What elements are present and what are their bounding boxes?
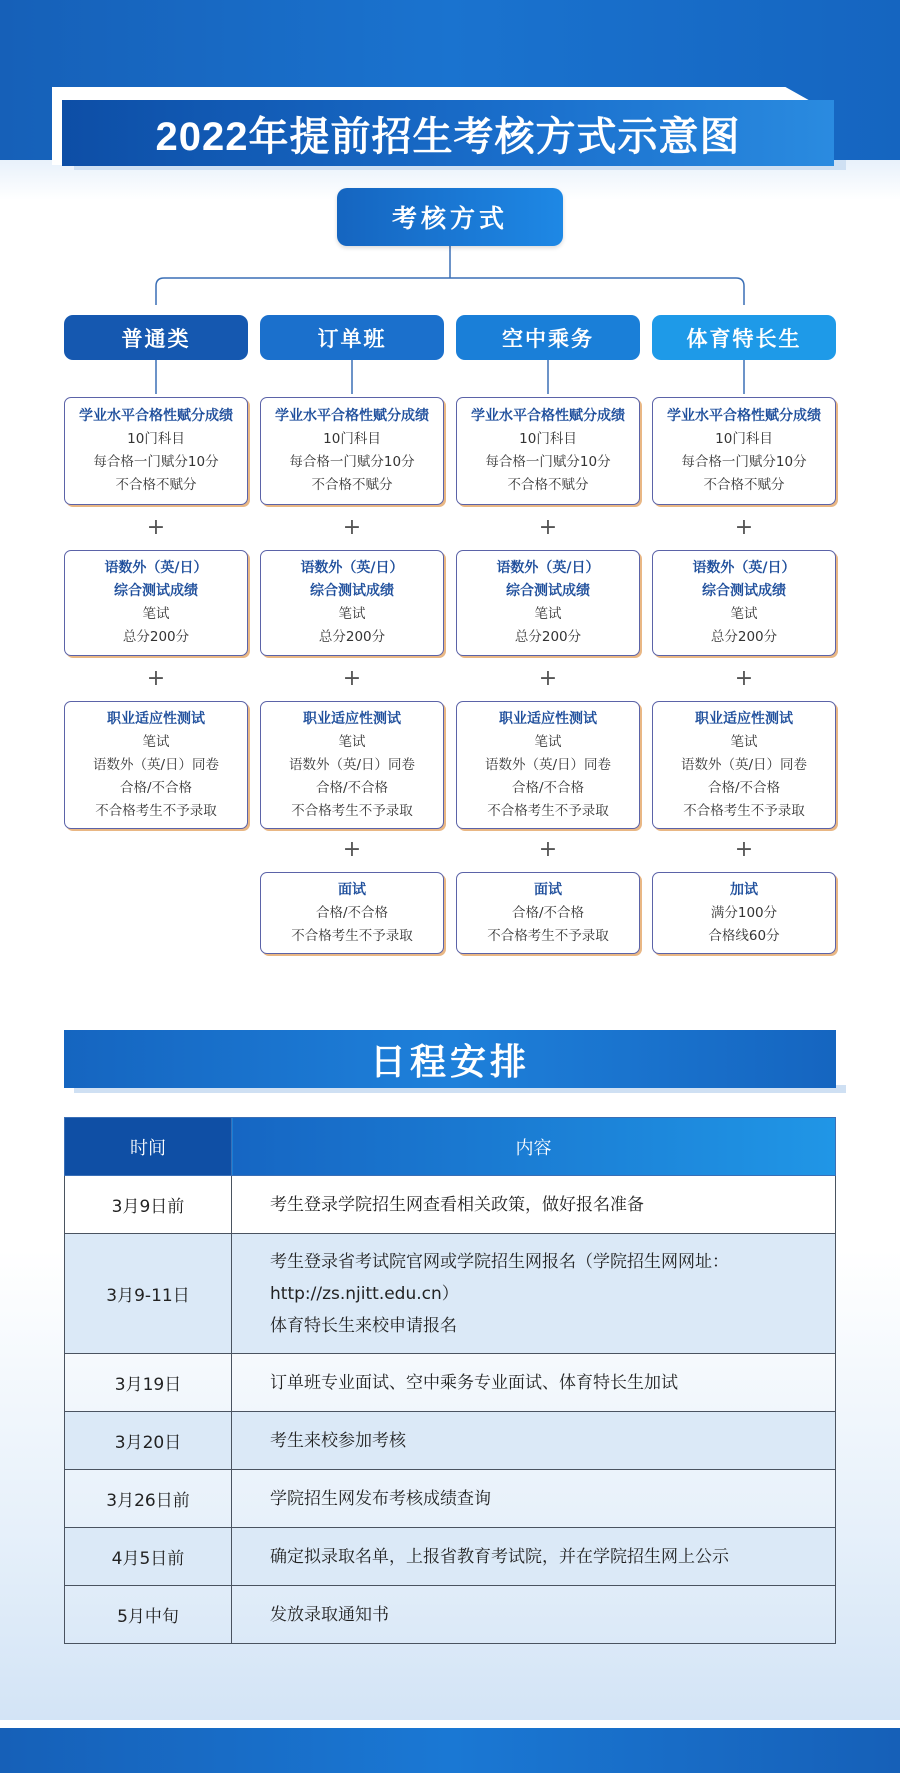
plus-sign: + (734, 515, 754, 540)
box-line: 语数外（英/日）同卷 (484, 756, 612, 773)
category-header-general: 普通类 (64, 315, 248, 360)
box-line: 语数外（英/日）同卷 (288, 756, 416, 773)
cell-time: 3月9日前 (65, 1176, 232, 1234)
box-line: 10门科目 (323, 431, 381, 447)
box-title: 学业水平合格性赋分成绩 (275, 408, 429, 424)
cell-content: 学院招生网发布考核成绩查询 (232, 1470, 836, 1528)
plus-sign: + (538, 837, 558, 862)
box-line: 合格/不合格 (707, 779, 781, 796)
score-box-comprehensive (260, 550, 444, 656)
box-line: 每合格一门赋分10分 (681, 454, 807, 470)
box-title: 职业适应性测试 (107, 710, 205, 727)
plus-sign: + (146, 666, 166, 691)
box-line: 10门科目 (519, 431, 577, 447)
score-box-interview (260, 872, 444, 954)
box-line: 总分200分 (122, 629, 190, 645)
cell-time: 3月9-11日 (65, 1234, 232, 1354)
box-line: 合格/不合格 (315, 779, 389, 796)
cell-time: 3月19日 (65, 1354, 232, 1412)
box-title: 面试 (534, 881, 562, 898)
table-row (65, 1176, 836, 1234)
score-box-vocational (260, 701, 444, 829)
box-line: 不合格考生不予录取 (487, 802, 609, 819)
box-line: 不合格不赋分 (115, 477, 197, 493)
box-line: 笔试 (142, 733, 170, 750)
box-title: 综合测试成绩 (310, 583, 394, 599)
plus-sign: + (342, 837, 362, 862)
box-line: 10门科目 (127, 431, 185, 447)
schedule-title: 日程安排 (369, 1041, 530, 1083)
plus-sign: + (538, 515, 558, 540)
box-title: 学业水平合格性赋分成绩 (79, 408, 233, 424)
box-line: 笔试 (338, 733, 366, 750)
box-title: 综合测试成绩 (506, 583, 590, 599)
box-title: 语数外（英/日） (104, 560, 208, 576)
box-line: 满分100分 (710, 904, 778, 921)
box-line: 总分200分 (514, 629, 582, 645)
box-title: 职业适应性测试 (499, 710, 597, 727)
box-line: 合格线60分 (708, 927, 780, 944)
box-line: 总分200分 (710, 629, 778, 645)
cell-time: 5月中旬 (65, 1586, 232, 1644)
box-title: 综合测试成绩 (702, 583, 786, 599)
plus-sign: + (734, 666, 754, 691)
table-row (65, 1586, 836, 1644)
score-box-academic (64, 397, 248, 505)
plus-sign: + (146, 515, 166, 540)
box-line: 笔试 (534, 606, 562, 622)
cell-content: 考生来校参加考核 (232, 1412, 836, 1470)
cell-content: 考生登录学院招生网查看相关政策，做好报名准备 (232, 1176, 836, 1234)
box-line: 不合格考生不予录取 (487, 927, 609, 944)
box-line: 10门科目 (715, 431, 773, 447)
cell-content (232, 1234, 836, 1354)
schedule-table (64, 1117, 836, 1644)
box-line: 不合格考生不予录取 (95, 802, 217, 819)
table-row (65, 1354, 836, 1412)
box-line: 不合格考生不予录取 (683, 802, 805, 819)
box-title: 语数外（英/日） (692, 560, 796, 576)
box-line: 合格/不合格 (511, 779, 585, 796)
box-title: 面试 (338, 881, 366, 898)
box-line: 笔试 (338, 606, 366, 622)
cell-time: 3月26日前 (65, 1470, 232, 1528)
box-title: 职业适应性测试 (303, 710, 401, 727)
box-line: 合格/不合格 (511, 904, 585, 921)
box-line: 笔试 (534, 733, 562, 750)
plus-sign: + (734, 837, 754, 862)
box-line: 语数外（英/日）同卷 (92, 756, 220, 773)
score-box-vocational (64, 701, 248, 829)
score-box-extra-test (652, 872, 836, 954)
box-title: 职业适应性测试 (695, 710, 793, 727)
column-header-content: 内容 (232, 1118, 836, 1176)
box-line: 语数外（英/日）同卷 (680, 756, 808, 773)
schedule-banner (64, 1030, 836, 1088)
score-box-comprehensive (64, 550, 248, 656)
box-line: 不合格考生不予录取 (291, 802, 413, 819)
score-box-academic (456, 397, 640, 505)
score-box-vocational (456, 701, 640, 829)
box-line: 笔试 (142, 606, 170, 622)
category-header-sports: 体育特长生 (652, 315, 836, 360)
box-title: 学业水平合格性赋分成绩 (471, 408, 625, 424)
column-header-time: 时间 (65, 1118, 232, 1176)
box-line: 合格/不合格 (119, 779, 193, 796)
cell-time: 4月5日前 (65, 1528, 232, 1586)
box-title: 语数外（英/日） (300, 560, 404, 576)
box-title: 语数外（英/日） (496, 560, 600, 576)
score-box-vocational (652, 701, 836, 829)
score-box-academic (260, 397, 444, 505)
box-line: 不合格考生不予录取 (291, 927, 413, 944)
content-line: 考生登录省考试院官网或学院招生网报名（学院招生网网址： (270, 1251, 729, 1272)
plus-sign: + (538, 666, 558, 691)
table-row (65, 1528, 836, 1586)
cell-content: 发放录取通知书 (232, 1586, 836, 1644)
table-row (65, 1234, 836, 1354)
cell-time: 3月20日 (65, 1412, 232, 1470)
table-row (65, 1470, 836, 1528)
box-line: 每合格一门赋分10分 (485, 454, 611, 470)
plus-sign: + (342, 666, 362, 691)
box-line: 不合格不赋分 (507, 477, 589, 493)
box-line: 笔试 (730, 606, 758, 622)
table-row (65, 1412, 836, 1470)
category-header-order-class: 订单班 (260, 315, 444, 360)
score-box-interview (456, 872, 640, 954)
score-box-academic (652, 397, 836, 505)
box-line: 每合格一门赋分10分 (289, 454, 415, 470)
box-line: 笔试 (730, 733, 758, 750)
box-line: 不合格不赋分 (311, 477, 393, 493)
box-title: 学业水平合格性赋分成绩 (667, 408, 821, 424)
plus-sign: + (342, 515, 362, 540)
box-line: 每合格一门赋分10分 (93, 454, 219, 470)
box-title: 加试 (730, 881, 758, 898)
score-box-comprehensive (456, 550, 640, 656)
cell-content: 确定拟录取名单，上报省教育考试院，并在学院招生网上公示 (232, 1528, 836, 1586)
page-title: 2022年提前招生考核方式示意图 (155, 114, 741, 159)
box-line: 不合格不赋分 (703, 477, 785, 493)
root-node: 考核方式 (337, 188, 563, 246)
content-line: 体育特长生来校申请报名 (270, 1315, 457, 1336)
box-line: 合格/不合格 (315, 904, 389, 921)
category-header-flight-attendant: 空中乘务 (456, 315, 640, 360)
box-line: 总分200分 (318, 629, 386, 645)
cell-content: 订单班专业面试、空中乘务专业面试、体育特长生加试 (232, 1354, 836, 1412)
box-title: 综合测试成绩 (114, 583, 198, 599)
bottom-background-band (0, 1728, 900, 1773)
score-box-comprehensive (652, 550, 836, 656)
title-banner (62, 100, 834, 166)
content-line: http://zs.njitt.edu.cn） (270, 1283, 459, 1304)
